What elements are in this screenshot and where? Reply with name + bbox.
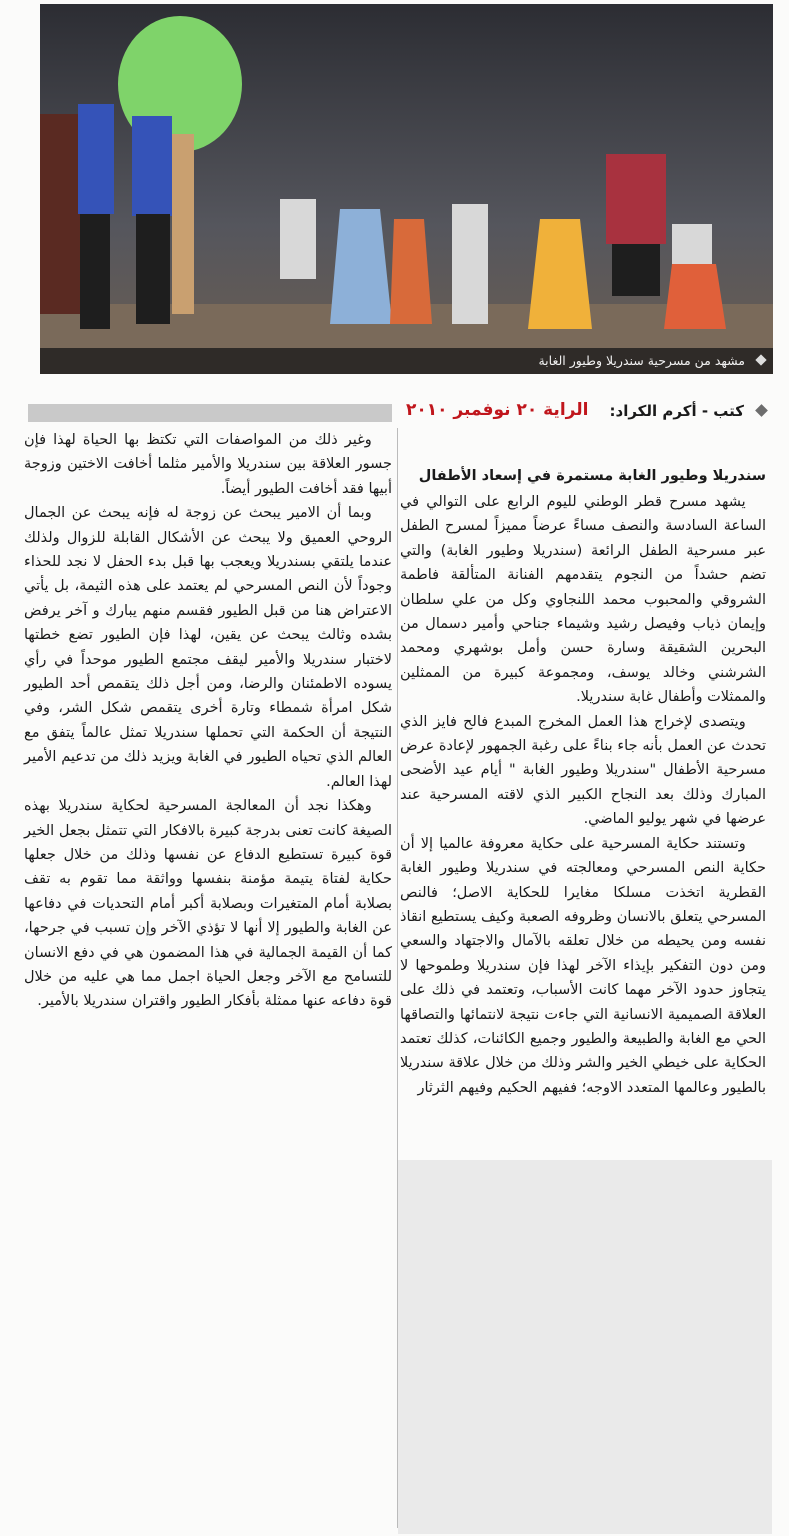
caption-bar [40,348,773,374]
author-byline: كتب - أكرم الكراد: [609,402,744,420]
right-column [400,490,766,1100]
caption-bullet-icon [755,354,766,365]
paragraph: يشهد مسرح قطر الوطني لليوم الرابع على التوالي في الساعة السادسة والنصف مساءً عرضاً مميزاً لمسرح الطفل عبر مسرحية الطفل الرائعة (سندريلا وطيور الغابة) والتي تضم حشداً من النجوم يتقدمهم الفنانة المتألقة فاطمة الشروقي والمحبوب محمد اللنجاوي وكل من علي سلطان وإيمان ذياب وفيصل رشيد وشيماء جناحي وأمير دسمال من البحرين الشقيقة وسارة حسن وأمل بوشهري ومحمد الشرشني وخالد يوسف، ومجموعة كبيرة من الممثلين والممثلات وأطفال غابة سندريلا. [400,494,766,706]
shaded-column-block [398,1160,772,1534]
paragraph: وهكذا نجد أن المعالجة المسرحية لحكاية سندريلا بهذه الصيغة كانت تعنى بدرجة كبيرة بالافكار التي تتمثل بجعل الخير قوة كبيرة تستطيع الدفاع عن نفسها وذلك من خلال جعلها حكاية لفتاة يتيمة مؤمنة بنفسها وواثقة مما تقوم به تقف بصلابة أمام المتغيرات وبصلابة أكبر أمام التحديات في دفاعها عن الغابة والطيور إلا أنها لا تؤذي الآخر وإن تسبب في جرحها، كما أن القيمة الجمالية في هذا المضمون هي في دفع الانسان للتسامح مع الآخر وجعل الحياة اجمل مما هي عليه من خلال قوة دفاعه عنها ممثلة بأفكار الطيور واقتران سندريلا بالأمير. [24,798,392,1010]
stage-photo [40,4,773,374]
paragraph: ويتصدى لإخراج هذا العمل المخرج المبدع فالح فايز الذي تحدث عن العمل بأنه جاء بناءً على رغبة الجمهور لإعادة عرض مسرحية الأطفال "سندريلا وطيور الغابة " أيام عيد الأضحى المبارك وذلك بعد النجاح الكبير الذي لاقته المسرحية عند عرضها في شهر يوليو الماضي. [400,713,766,828]
paragraph: وتستند حكاية المسرحية على حكاية معروفة عالميا إلا أن حكاية النص المسرحي ومعالجته في سندريلا وطيور الغابة القطرية اتخذت مسلكا مغايرا للحكاية الاصل؛ فالنص المسرحي يتعلق بالانسان وظروفه الصعبة وكيف يستطيع انقاذ نفسه ومن يحيطه من خلال تعلقه بالآمال والاجتهاد والسعي ومن دون التفكير بإيذاء الآخر لهذا فإن سندريلا وطموحها لا يتجاوز حدود الآخر مهما كانت الأسباب، وتعتمد في ذلك على العلاقة الصميمية الانسانية التي جاءت نتيجة لانتمائها والتصاقها الحي مع الغابة والطبيعة والطيور وجميع الكائنات، كذلك تعتمد الحكاية على خيطي الخير والشر وذلك من خلال علاقة سندريلا بالطيور وعالمها المتعدد الاوجه؛ ففيهم الحكيم وفيهم الثرثار [400,835,766,1096]
paragraph: وغير ذلك من المواصفات التي تكتظ بها الحياة لهذا فإن جسور العلاقة بين سندريلا والأمير مثلما أخافت الاختين وزوجة أبيها فقد أخافت الطيور أيضاً. [24,432,392,497]
paragraph: وبما أن الامير يبحث عن زوجة له فإنه يبحث عن الجمال الروحي العميق ولا يبحث عن الأشكال القابلة للزوال ولذلك عندما يلتقي بسندريلا ويعجب بها قبل بدء الحفل لا نجد للحذاء وجوداً لأن النص المسرحي لم يعتمد على هذه الثيمة، بل يأتي الاعتراض هنا من قبل الطيور فقسم منهم يبارك و آخر يرفض بشده وثالث يبحث عن يقين، لهذا فإن الطيور تضع خطتها لاختبار سندريلا والأمير ليقف مجتمع الطيور موحداً في رأي يسوده الاطمئنان والرضا، ومن أجل ذلك يتقمص أحد الطيور شكل امرأة شمطاء وتارة أخرى يتقمص شكل الشر، وفي النتيجة أن الحكمة التي تحملها سندريلا تمثل عالماً يتفق مع العالم الذي تحياه الطيور في الغابة ويزيد ذلك من تدعيم الأمير لهذا العالم. [24,505,392,790]
column-header-shade [28,404,392,422]
article-headline: سندريلا وطيور الغابة مستمرة في إسعاد الأطفال [418,468,766,484]
stage-photo-drawing [40,4,773,374]
byline-row [400,396,772,428]
publication-date: الراية ٢٠ نوفمبر ٢٠١٠ [406,400,589,420]
photo-caption: مشهد من مسرحية سندريلا وطيور الغابة [538,353,745,368]
byline-bullet-icon [755,404,768,417]
left-column [24,428,392,1014]
